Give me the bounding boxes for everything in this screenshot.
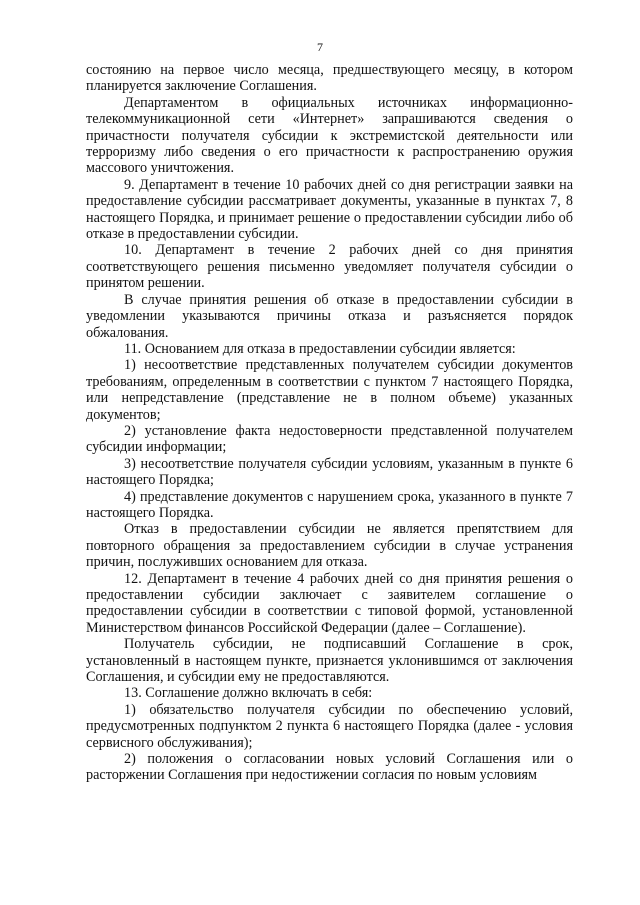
paragraph: 2) установление факта недостоверности представленной получателем субсидии информации; (86, 422, 573, 456)
document-body (86, 62, 573, 784)
paragraph: 10. Департамент в течение 2 рабочих дней со дня принятия соответствующего решения письменно уведомляет получателя субсидии о принятом решении. (86, 242, 573, 292)
paragraph: 13. Соглашение должно включать в себя: (124, 685, 373, 702)
paragraph: Получатель субсидии, не подписавший Соглашение в срок, установленный в настоящем пункте, признается уклонившимся от заключения Соглашения, и субсидии ему не предоставляются. (86, 636, 573, 686)
page-number: 7 (317, 40, 323, 54)
paragraph: В случае принятия решения об отказе в предоставлении субсидии в уведомлении указываются причины отказа и разъясняется порядок обжалования. (86, 291, 573, 341)
paragraph: Департаментом в официальных источниках информационно-телекоммуникационной сети «Интернет» запрашиваются сведения о причастности получателя субсидии к экстремистской деятельности или терроризму либо сведения о его причастности к распространению оружия массового уничтожения. (86, 94, 573, 177)
paragraph: 4) представление документов с нарушением срока, указанного в пункте 7 настоящего Порядка. (86, 488, 573, 521)
paragraph: 1) обязательство получателя субсидии по обеспечению условий, предусмотренных подпунктом 2 пункта 6 настоящего Порядка (далее - условия сервисного обслуживания); (86, 701, 573, 751)
paragraph: 3) несоответствие получателя субсидии условиям, указанным в пункте 6 настоящего Порядка; (86, 455, 573, 489)
paragraph: Отказ в предоставлении субсидии не является препятствием для повторного обращения за предоставлением субсидии в случае устранения причин, послуживших основанием для отказа. (86, 521, 573, 571)
paragraph: 2) положения о согласовании новых условий Соглашения или о расторжении Соглашения при недостижении согласия по новым условиям (86, 751, 573, 784)
paragraph: 12. Департамент в течение 4 рабочих дней со дня принятия решения о предоставлении субсидии заключает с заявителем соглашение о предоставлении субсидии в соответствии с типовой формой, установленной Министерством финансов Российской Федерации (далее – Соглашение). (86, 570, 573, 636)
paragraph: 9. Департамент в течение 10 рабочих дней со дня регистрации заявки на предоставление субсидии рассматривает документы, указанные в пунктах 7, 8 настоящего Порядка, и принимает решение о предоставлении субсидии либо об отказе в предоставлении субсидии. (86, 176, 573, 243)
paragraph: 11. Основанием для отказа в предоставлении субсидии является: (124, 340, 516, 357)
paragraph: состоянию на первое число месяца, предшествующего месяцу, в котором планируется заключение Соглашения. (86, 62, 573, 95)
paragraph: 1) несоответствие представленных получателем субсидии документов требованиям, определенным в соответствии с пунктом 7 настоящего Порядка, или непредставление (представление не в полном объеме) указанных документов; (86, 357, 573, 423)
